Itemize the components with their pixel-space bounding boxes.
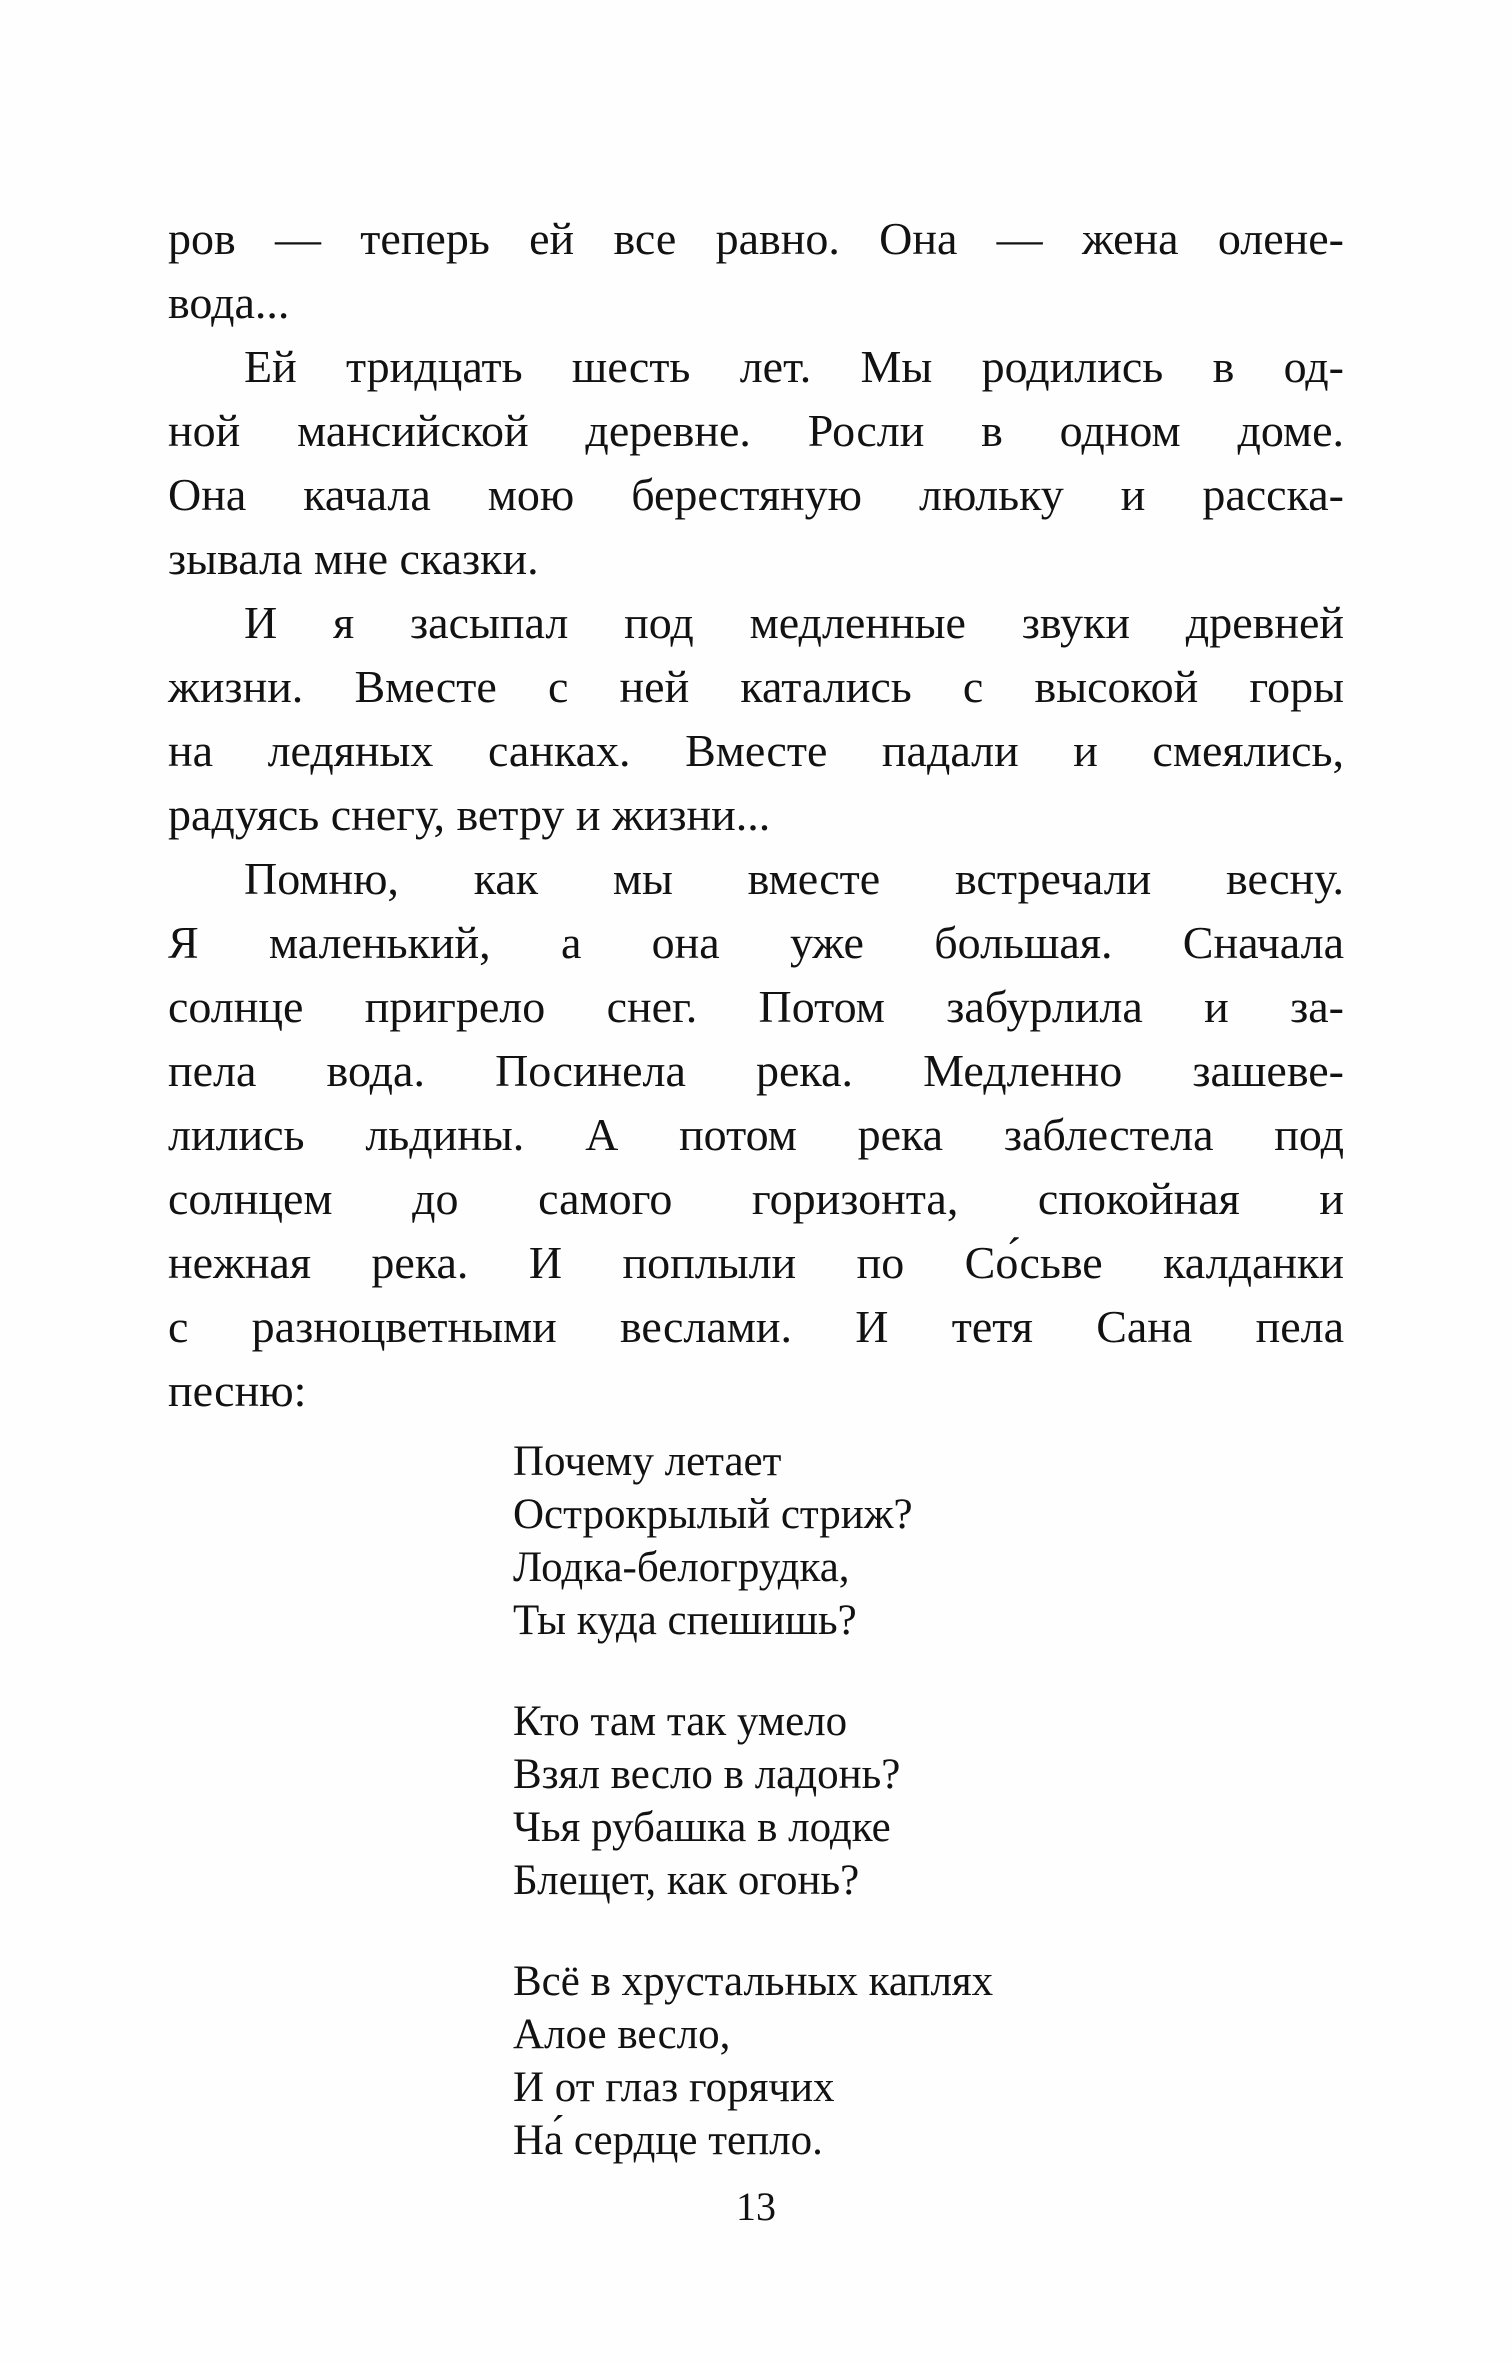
stanza	[513, 1435, 993, 1647]
stanza	[513, 1695, 993, 1907]
poem-line: Всё в хрустальных каплях	[513, 1958, 994, 2005]
text-line: Помню, как мы вместе встречали весну.	[244, 853, 1344, 904]
poem-section	[513, 1435, 993, 2215]
text-line: ров — теперь ей все равно. Она — жена олене-	[168, 213, 1344, 264]
text-line: Она качала мою берестяную люльку и расска-	[168, 469, 1344, 520]
poem-line: Ты куда спешишь?	[513, 1597, 857, 1644]
text-line: вода...	[168, 277, 290, 328]
text-line: зывала мне сказки.	[168, 533, 539, 584]
text-line: И я засыпал под медленные звуки древней	[244, 597, 1344, 648]
text-line: жизни. Вместе с ней катались с высокой горы	[168, 661, 1344, 712]
poem-line: Алое весло,	[513, 2011, 731, 2058]
text-line: с разноцветными веслами. И тетя Сана пела	[168, 1301, 1344, 1352]
paragraph	[168, 207, 1344, 335]
poem-line: Чья рубашка в лодке	[513, 1804, 891, 1851]
poem-line: Почему летает	[513, 1438, 782, 1485]
text-line: радуясь снегу, ветру и жизни...	[168, 789, 771, 840]
page-number: 13	[736, 2184, 776, 2229]
poem-line: Блещет, как огонь?	[513, 1857, 860, 1904]
poem-line: Взял весло в ладонь?	[513, 1751, 901, 1798]
paragraph	[168, 847, 1344, 1423]
text-line: ной мансийской деревне. Росли в одном доме.	[168, 405, 1344, 456]
text-line: солнце пригрело снег. Потом забурлила и за-	[168, 981, 1344, 1032]
poem-line: И от глаз горячих	[513, 2064, 835, 2111]
prose-section	[168, 207, 1344, 1423]
text-line: пела вода. Посинела река. Медленно зашеве-	[168, 1045, 1344, 1096]
text-line: солнцем до самого горизонта, спокойная и	[168, 1173, 1344, 1224]
text-line: Я маленький, а она уже большая. Сначала	[168, 917, 1344, 968]
poem-line: Кто там так умело	[513, 1698, 848, 1745]
poem-line: На́ сердце тепло.	[513, 2117, 823, 2164]
stanza	[513, 1955, 993, 2167]
poem-line: Острокрылый стриж?	[513, 1491, 913, 1538]
text-line: песню:	[168, 1365, 307, 1416]
text-line: нежная река. И поплыли по Со́сьве калданки	[168, 1237, 1344, 1288]
text-line: на ледяных санках. Вместе падали и смеялись,	[168, 725, 1344, 776]
poem-line: Лодка-белогрудка,	[513, 1544, 850, 1591]
paragraph	[168, 335, 1344, 591]
text-line: лились льдины. А потом река заблестела под	[168, 1109, 1344, 1160]
text-line: Ей тридцать шесть лет. Мы родились в од-	[244, 341, 1344, 392]
paragraph	[168, 591, 1344, 847]
